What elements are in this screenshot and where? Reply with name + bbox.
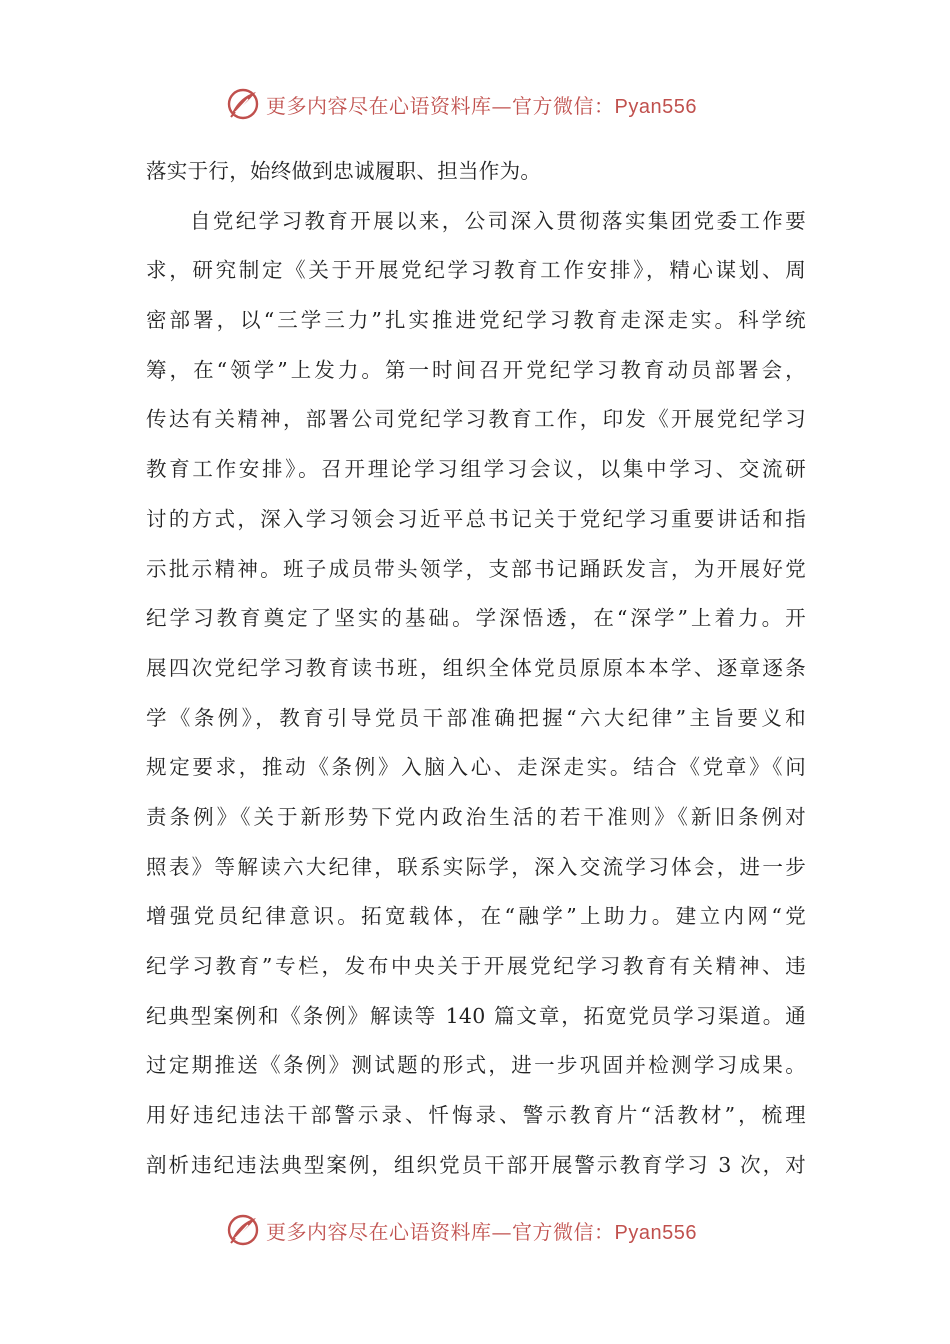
text-line: 落实于行，始终做到忠诚履职、担当作为。 [146, 159, 542, 183]
text-line: 展四次党纪学习教育读书班，组织全体党员原原本本学、逐章逐条 [146, 655, 806, 680]
header-watermark [226, 84, 697, 124]
text-line: 示批示精神。班子成员带头领学，支部书记踊跃发言，为开展好党 [146, 556, 806, 581]
watermark-text: 更多内容尽在心语资料库—官方微信：Pyan556 [266, 93, 697, 118]
watermark-wechat-id: Pyan556 [614, 95, 697, 118]
text-line: 筹，在“领学”上发力。第一时间召开党纪学习教育动员部署会， [146, 357, 806, 382]
paragraph-first-line: 自党纪学习教育开展以来，公司深入贯彻落实集团党委工作要 [190, 208, 806, 233]
text-line: 剖析违纪违法典型案例，组织党员干部开展警示教育学习 3 次，对 [146, 1152, 806, 1177]
text-line: 照表》等解读六大纪律，联系实际学，深入交流学习体会，进一步 [146, 854, 806, 879]
watermark-wechat-id: Pyan556 [614, 1221, 697, 1244]
text-line: 求，研究制定《关于开展党纪学习教育工作安排》，精心谋划、周 [146, 258, 806, 283]
text-line: 学《条例》，教育引导党员干部准确把握“六大纪律”主旨要义和 [146, 705, 806, 730]
footer-watermark [226, 1210, 697, 1250]
text-line: 教育工作安排》。召开理论学习组学习会议，以集中学习、交流研 [146, 457, 806, 482]
text-line: 纪学习教育”专栏，发布中央关于开展党纪学习教育有关精神、违 [146, 954, 806, 978]
text-line: 讨的方式，深入学习领会习近平总书记关于党纪学习重要讲话和指 [146, 506, 806, 531]
text-line: 增强党员纪律意识。拓宽载体，在“融学”上助力。建立内网“党 [146, 904, 806, 929]
text-line: 用好违纪违法干部警示录、忏悔录、警示教育片“活教材”，梳理 [146, 1103, 806, 1128]
watermark-text: 更多内容尽在心语资料库—官方微信：Pyan556 [266, 1219, 697, 1244]
text-line: 规定要求，推动《条例》入脑入心、走深走实。结合《党章》《问 [146, 755, 806, 780]
quill-pen-logo-icon [226, 1213, 260, 1247]
text-line: 密部署，以“三学三力”扎实推进党纪学习教育走深走实。科学统 [146, 308, 806, 333]
quill-pen-logo-icon [226, 87, 260, 121]
text-line: 传达有关精神，部署公司党纪学习教育工作，印发《开展党纪学习 [146, 407, 806, 432]
document-body [146, 147, 806, 1190]
text-line: 纪学习教育奠定了坚实的基础。学深悟透，在“深学”上着力。开 [146, 606, 806, 631]
text-line: 责条例》《关于新形势下党内政治生活的若干准则》《新旧条例对 [146, 804, 806, 829]
text-line: 过定期推送《条例》测试题的形式，进一步巩固并检测学习成果。 [146, 1053, 806, 1078]
text-line: 纪典型案例和《条例》解读等 140 篇文章，拓宽党员学习渠道。通 [146, 1003, 806, 1028]
